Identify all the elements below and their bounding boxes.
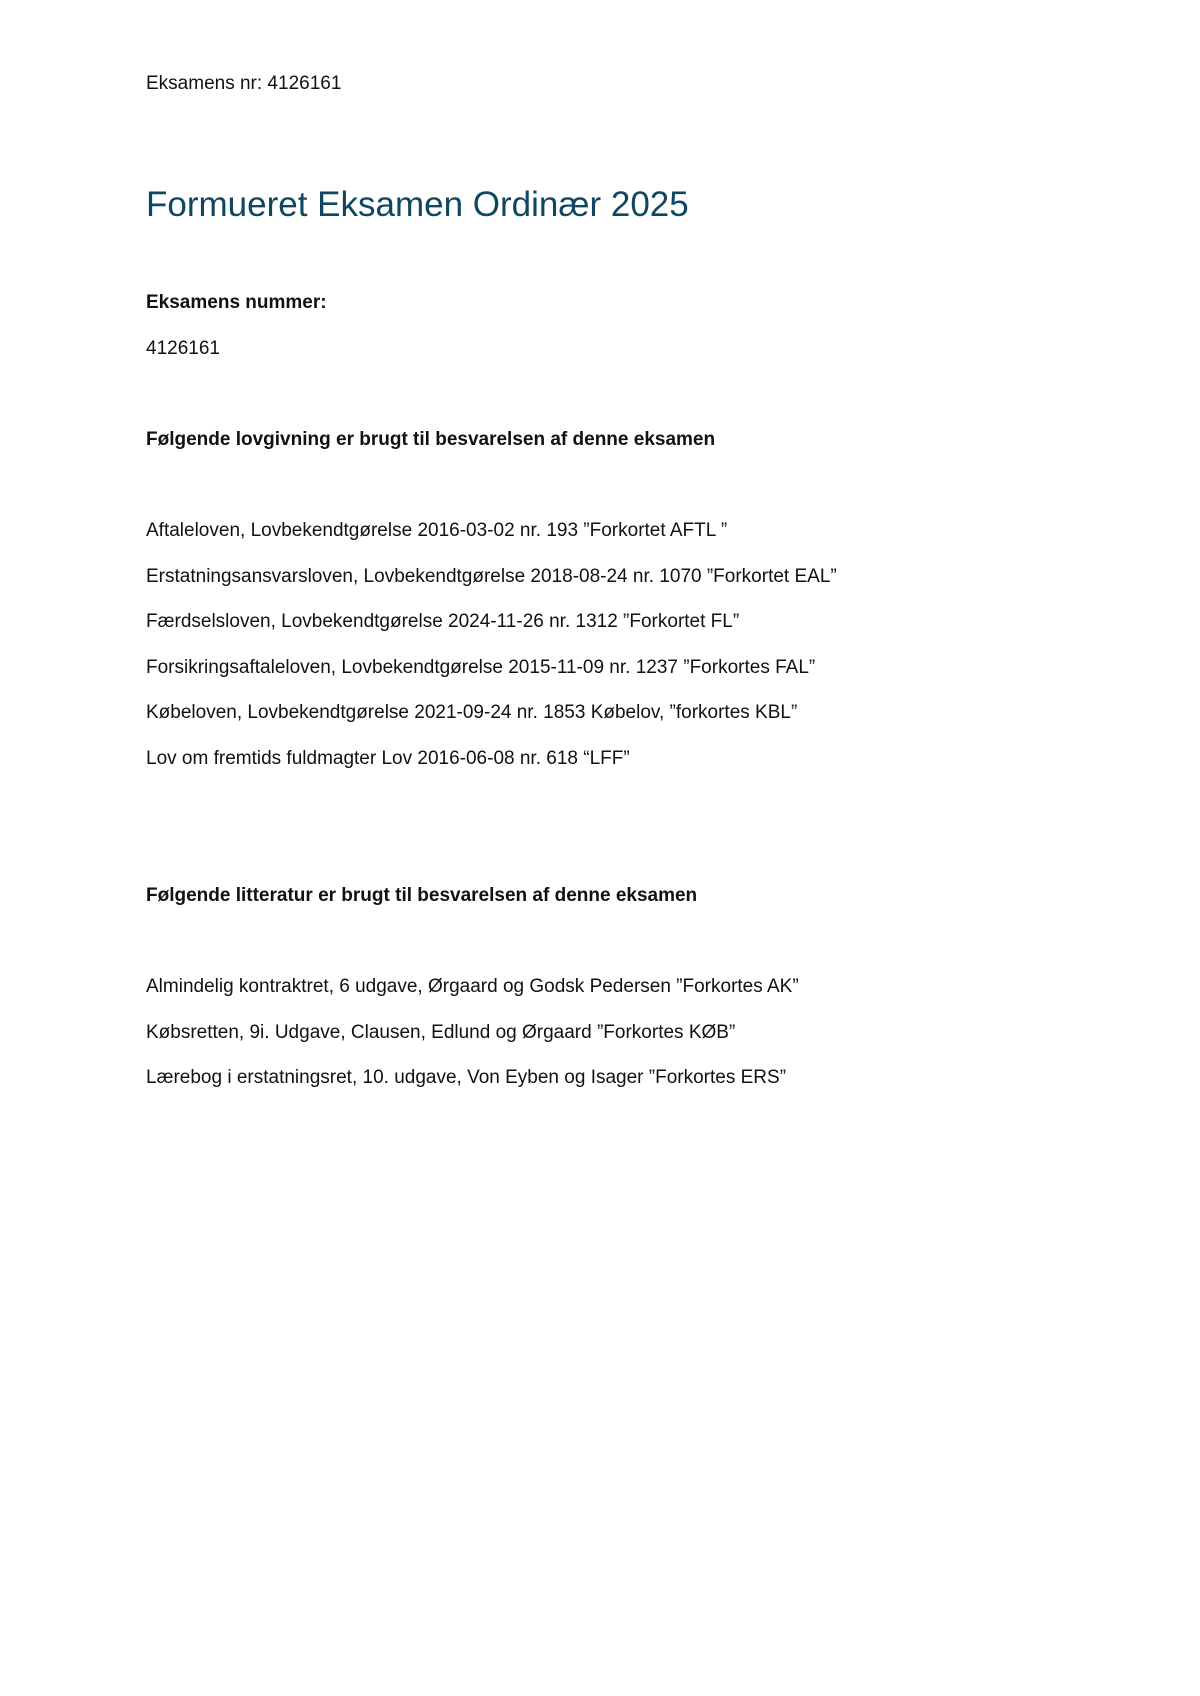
- literature-item: Almindelig kontraktret, 6 udgave, Ørgaard og Godsk Pedersen ”Forkortes AK”: [146, 976, 799, 997]
- legislation-heading: Følgende lovgivning er brugt til besvarelsen af denne eksamen: [146, 429, 716, 450]
- legislation-list: [146, 519, 837, 792]
- header-exam-number: Eksamens nr: 4126161: [146, 73, 342, 94]
- document-title: Formueret Eksamen Ordinær 2025: [146, 185, 689, 224]
- legislation-item: Aftaleloven, Lovbekendtgørelse 2016-03-02 nr. 193 ”Forkortet AFTL ”: [146, 520, 728, 541]
- legislation-item: Erstatningsansvarsloven, Lovbekendtgørelse 2018-08-24 nr. 1070 ”Forkortet EAL”: [146, 565, 837, 587]
- literature-list: [146, 975, 799, 1112]
- legislation-item: Købeloven, Lovbekendtgørelse 2021-09-24 nr. 1853 Købelov, ”forkortes KBL”: [146, 702, 798, 723]
- exam-number-value: 4126161: [146, 338, 220, 359]
- literature-heading: Følgende litteratur er brugt til besvarelsen af denne eksamen: [146, 885, 698, 906]
- legislation-item: Lov om fremtids fuldmagter Lov 2016-06-08 nr. 618 “LFF”: [146, 747, 630, 769]
- exam-number-label: Eksamens nummer:: [146, 292, 327, 313]
- legislation-item: Forsikringsaftaleloven, Lovbekendtgørelse 2015-11-09 nr. 1237 ”Forkortes FAL”: [146, 656, 816, 678]
- legislation-item: Færdselsloven, Lovbekendtgørelse 2024-11-26 nr. 1312 ”Forkortet FL”: [146, 611, 740, 632]
- literature-item: Købsretten, 9i. Udgave, Clausen, Edlund og Ørgaard ”Forkortes KØB”: [146, 1021, 736, 1043]
- literature-item: Lærebog i erstatningsret, 10. udgave, Von Eyben og Isager ”Forkortes ERS”: [146, 1067, 787, 1088]
